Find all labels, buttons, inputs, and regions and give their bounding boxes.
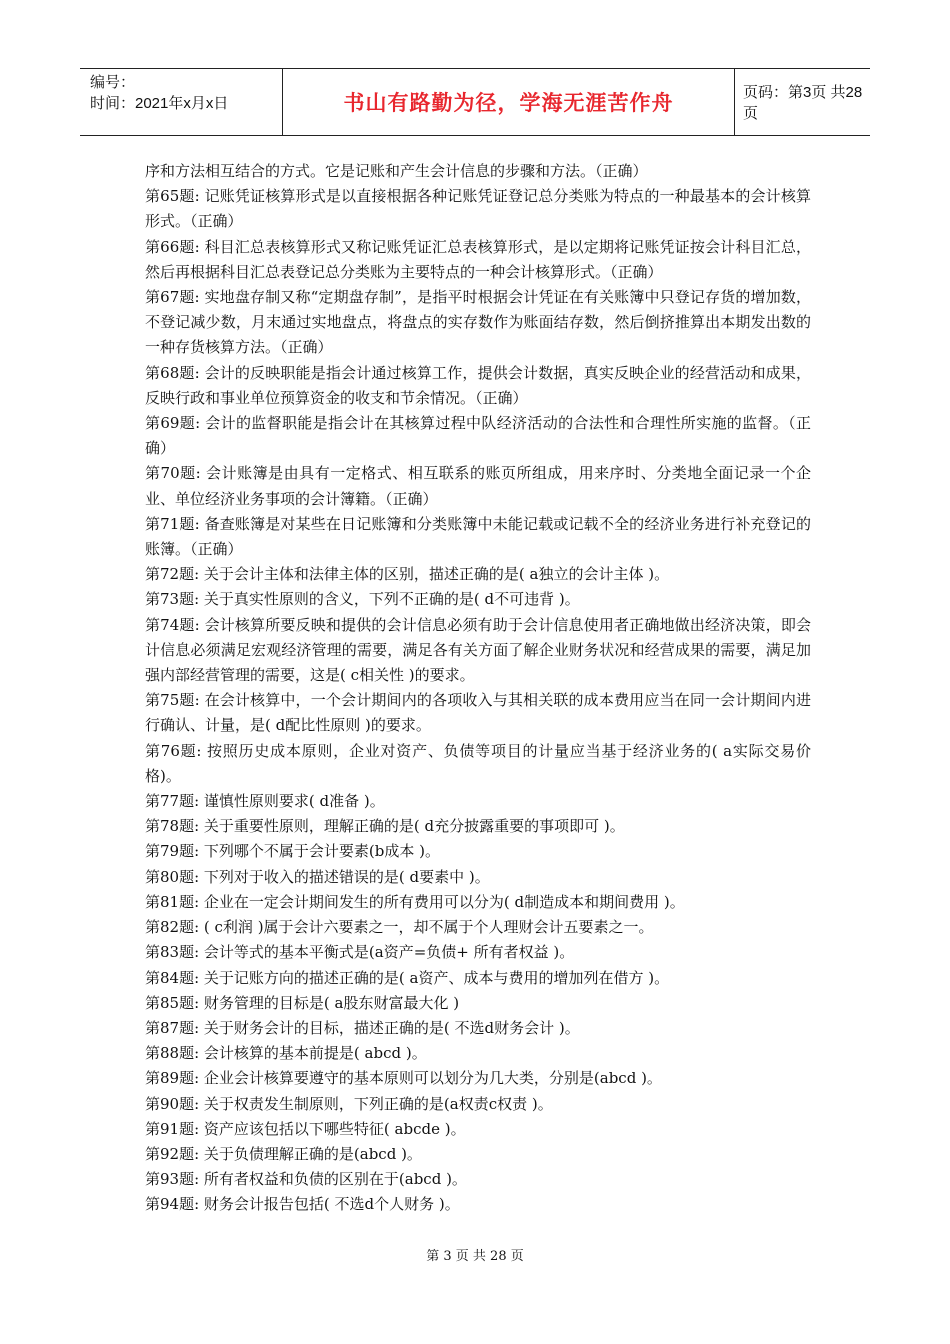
motto-text: 书山有路勤为径，学海无涯苦作舟 [343, 91, 674, 115]
number-label: 编号： [90, 74, 136, 91]
question-item: 第71题: 备查账簿是对某些在日记账簿和分类账簿中未能记载或记载不全的经济业务进行补充登记的账簿。（正确） [145, 514, 811, 559]
footer-page-number: 第 3 页 共 28 页 [426, 1249, 524, 1264]
header-left-cell [80, 69, 283, 135]
question-item: 第87题: 关于财务会计的目标，描述正确的是( 不选d财务会计 )。 [145, 1018, 580, 1037]
question-item: 第77题: 谨慎性原则要求( d准备 )。 [145, 792, 385, 811]
question-item: 第84题: 关于记账方向的描述正确的是( a资产、成本与费用的增加列在借方 )。 [145, 968, 670, 987]
page-footer [0, 1245, 950, 1264]
question-item: 第70题: 会计账簿是由具有一定格式、相互联系的账页所组成，用来序时、分类地全面记录一个企业、单位经济业务事项的会计簿籍。（正确） [145, 464, 811, 508]
date-label: 时间：2021年x月x日 [90, 95, 229, 112]
question-item: 第89题: 企业会计核算要遵守的基本原则可以划分为几大类，分别是(abcd )。 [145, 1069, 662, 1088]
question-item: 第90题: 关于权责发生制原则，下列正确的是(a权责c权责 )。 [145, 1094, 553, 1113]
question-item: 第69题: 会计的监督职能是指会计在其核算过程中队经济活动的合法性和合理性所实施的监督。（正确） [145, 414, 811, 458]
question-item: 第88题: 会计核算的基本前提是( abcd )。 [145, 1044, 427, 1063]
question-item: 第91题: 资产应该包括以下哪些特征( abcde )。 [145, 1119, 466, 1138]
question-item: 第68题: 会计的反映职能是指会计通过核算工作，提供会计数据，真实反映企业的经营活动和成果，反映行政和事业单位预算资金的收支和节余情况。（正确） [145, 363, 811, 407]
continuation-paragraph: 序和方法相互结合的方式。它是记账和产生会计信息的步骤和方法。（正确） [145, 162, 648, 180]
question-item: 第65题: 记账凭证核算形式是以直接根据各种记账凭证登记总分类账为特点的一种最基本的会计核算形式。（正确） [145, 187, 811, 231]
header-right-cell [735, 69, 870, 135]
question-item: 第85题: 财务管理的目标是( a股东财富最大化 ) [145, 993, 460, 1012]
header-table [80, 68, 870, 136]
question-item: 第73题: 关于真实性原则的含义，下列不正确的是( d不可违背 )。 [145, 590, 580, 609]
question-item: 第75题: 在会计核算中，一个会计期间内的各项收入与其相关联的成本费用应当在同一会计期间内进行确认、计量，是( d配比性原则 )的要求。 [145, 691, 811, 735]
question-item: 第94题: 财务会计报告包括( 不选d个人财务 )。 [145, 1195, 460, 1214]
header-middle-cell [283, 69, 735, 135]
question-item: 第78题: 关于重要性原则，理解正确的是( d充分披露重要的事项即可 )。 [145, 817, 625, 836]
question-item: 第79题: 下列哪个不属于会计要素(b成本 )。 [145, 842, 440, 861]
question-item: 第92题: 关于负债理解正确的是(abcd )。 [145, 1144, 422, 1163]
question-item: 第93题: 所有者权益和负债的区别在于(abcd )。 [145, 1170, 467, 1189]
page-info: 页码：第3页 共28页 [743, 84, 863, 122]
question-item: 第66题: 科目汇总表核算形式又称记账凭证汇总表核算形式，是以定期将记账凭证按会计科目汇总，然后再根据科目汇总表登记总分类账为主要特点的一种会计核算形式。（正确） [145, 237, 811, 281]
question-item: 第67题: 实地盘存制又称“定期盘存制”，是指平时根据会计凭证在有关账簿中只登记存货的增加数，不登记减少数，月末通过实地盘点，将盘点的实存数作为账面结存数，然后倒挤推算出本期发出数的一种存货核算方法。（正确） [145, 288, 811, 357]
question-item: 第74题: 会计核算所要反映和提供的会计信息必须有助于会计信息使用者正确地做出经济决策，即会计信息必须满足宏观经济管理的需要，满足各有关方面了解企业财务状况和经营成果的需要，满足加强内部经营管理的需要，这是( c相关性 )的要求。 [145, 615, 811, 685]
question-item: 第72题: 关于会计主体和法律主体的区别，描述正确的是( a独立的会计主体 )。 [145, 565, 670, 584]
question-item: 第82题: ( c利润 )属于会计六要素之一，却不属于个人理财会计五要素之一。 [145, 918, 654, 937]
question-item: 第80题: 下列对于收入的描述错误的是( d要素中 )。 [145, 867, 490, 886]
question-list [145, 159, 811, 1218]
question-item: 第83题: 会计等式的基本平衡式是(a资产=负债+ 所有者权益 )。 [145, 943, 575, 962]
question-item: 第76题: 按照历史成本原则，企业对资产、负债等项目的计量应当基于经济业务的( a实际交易价格)。 [145, 741, 811, 785]
question-item: 第81题: 企业在一定会计期间发生的所有费用可以分为( d制造成本和期间费用 )。 [145, 892, 685, 911]
